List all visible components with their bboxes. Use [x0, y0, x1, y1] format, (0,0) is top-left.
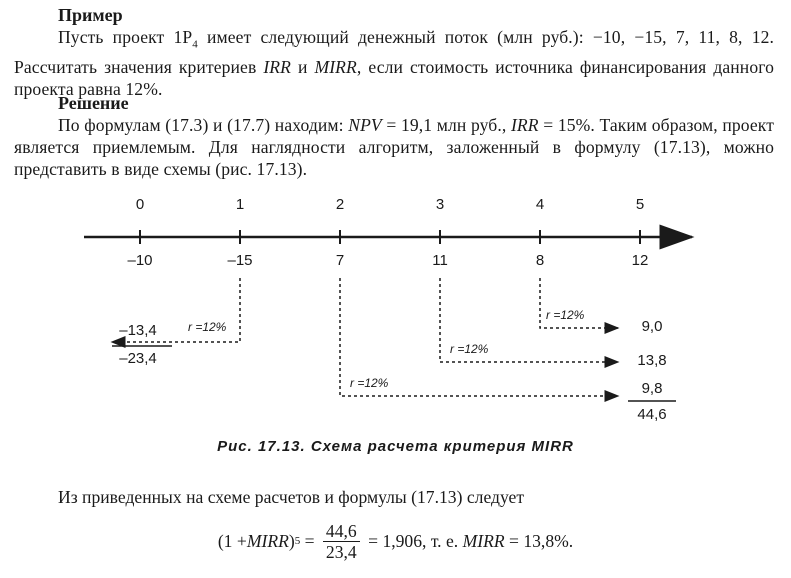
period-4: 4	[535, 196, 545, 213]
period-3: 3	[435, 196, 445, 213]
example-paragraph	[14, 26, 774, 100]
rate-label-11: r =12%	[450, 342, 489, 356]
fv-value-0: 9,0	[641, 318, 663, 335]
formula-equals: =	[300, 530, 319, 551]
formula-result: = 1,906, т. е.	[363, 530, 463, 551]
irr-term: IRR	[263, 56, 291, 77]
mirr-scheme-diagram	[0, 188, 791, 438]
left-total-value: –23,4	[119, 350, 157, 367]
period-1: 1	[235, 196, 245, 213]
cash-flow-0: –10	[127, 252, 153, 269]
diagram-lines	[0, 188, 791, 438]
cash-flow-1: –15	[227, 252, 253, 269]
solution-text-1: По формулам (17.3) и (17.7) находим:	[58, 115, 349, 135]
fv-value-2: 9,8	[641, 380, 663, 397]
figure-caption: Рис. 17.13. Схема расчета критерия MIRR	[217, 438, 574, 455]
rate-label-7: r =12%	[350, 376, 389, 390]
period-5: 5	[635, 196, 645, 213]
fv-total-value: 44,6	[637, 406, 667, 423]
example-text-1: Пусть проект 1P	[58, 27, 193, 47]
example-and: и	[291, 56, 315, 77]
solution-text-2: = 19,1 млн руб.,	[381, 115, 511, 135]
project-subscript: 4	[192, 38, 198, 51]
formula-numerator: 44,6	[323, 521, 360, 542]
solution-paragraph	[14, 114, 774, 180]
mirr-formula	[0, 516, 791, 566]
formula-power: 5	[294, 535, 301, 547]
rate-label-8: r =12%	[546, 308, 585, 322]
rate-label-discount: r =12%	[188, 320, 227, 334]
formula-open: (1 +	[217, 530, 247, 551]
period-2: 2	[335, 196, 345, 213]
cash-flow-3: 11	[432, 252, 448, 269]
formula-final: = 13,8%.	[504, 530, 574, 551]
solution-heading: Решение	[58, 93, 129, 113]
cash-flow-4: 8	[535, 252, 545, 269]
example-text-3: , если стоимость источника финансирования данного проекта равна 12%.	[14, 56, 774, 99]
formula-mirr: MIRR	[246, 530, 289, 551]
example-text-2: имеет следующий денежный поток (млн руб.): −10, −15, 7, 11, 8, 12. Рассчитать значения критериев	[14, 27, 774, 77]
formula-mirr-2: MIRR	[462, 530, 505, 551]
mirr-term: MIRR	[314, 56, 357, 77]
fv-value-1: 13,8	[637, 352, 667, 369]
formula-denominator: 23,4	[325, 541, 357, 562]
npv-term: NPV	[348, 115, 382, 135]
formula-close: )	[288, 530, 295, 551]
irr-term-2: IRR	[510, 115, 539, 135]
period-0: 0	[135, 196, 145, 213]
left-pv-value: –13,4	[119, 322, 157, 339]
conclusion-text: Из приведенных на схеме расчетов и формулы (17.13) следует	[58, 487, 525, 507]
cash-flow-5: 12	[631, 252, 649, 269]
cash-flow-2: 7	[335, 252, 345, 269]
solution-text-3: = 15%. Таким образом, проект является приемлемым. Для наглядности алгоритм, заложенный в формулу (17.13), можно представить в виде схемы (рис. 17.13).	[14, 115, 774, 179]
formula-fraction	[323, 521, 360, 562]
example-heading: Пример	[58, 5, 123, 25]
